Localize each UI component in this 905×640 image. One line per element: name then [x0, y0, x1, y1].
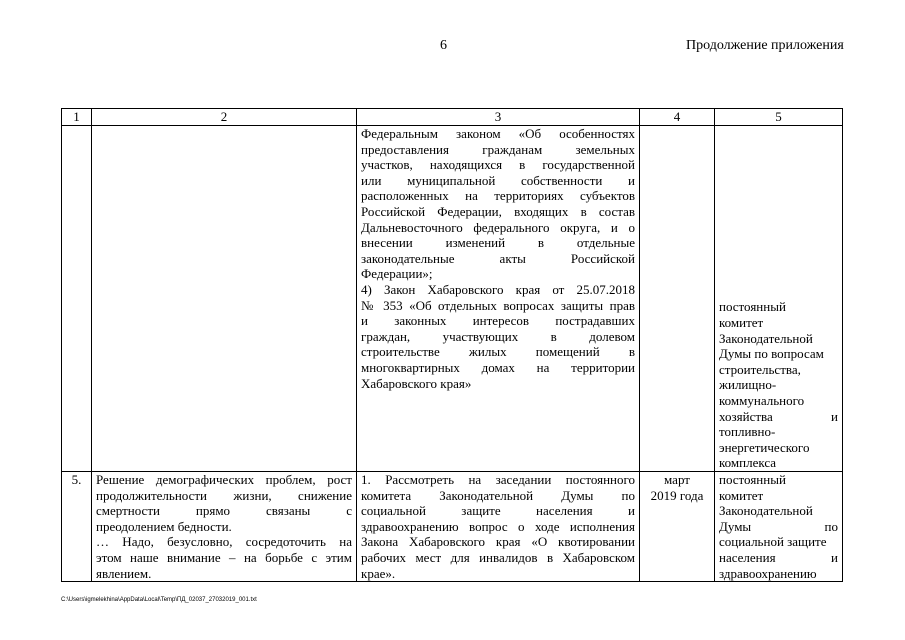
text-line: многоквартирных домах на территории — [361, 359, 635, 375]
text-line: 1. Рассмотреть на заседании постоянного — [361, 472, 635, 487]
text-line: Закона Хабаровского края «О квотировании — [361, 534, 635, 550]
text-line: энергетического — [719, 439, 810, 455]
text-line: социальной защите — [719, 534, 827, 550]
measures-cell — [357, 126, 640, 472]
text-line: явлением. — [96, 565, 152, 581]
text-line: постоянный — [719, 299, 786, 315]
file-path-footer: C:\Users\igmelekhina\AppData\Local\Temp\ПД_02037_27032019_001.txt — [61, 597, 257, 603]
responsible-cell — [715, 126, 843, 472]
text-line: строительстве жилых помещений в — [361, 344, 635, 360]
text-line: внесении изменений в отдельные — [361, 235, 635, 251]
measures-cell — [357, 472, 640, 582]
text-line: постоянный — [719, 472, 786, 487]
text-line: хозяйства и — [719, 408, 838, 424]
text-line: законодательные акты Российской — [361, 250, 635, 266]
column-header: 4 — [640, 109, 715, 126]
text-line: жилищно- — [719, 377, 777, 393]
text-line: и законных интересов пострадавших — [361, 313, 635, 329]
text-line: смертности прямо связаны с — [96, 503, 352, 519]
appendix-table — [61, 108, 843, 582]
text-line: Решение демографических проблем, рост — [96, 472, 352, 487]
text-line: здравоохранению — [719, 565, 817, 581]
text-line: 4) Закон Хабаровского края от 25.07.2018 — [361, 281, 635, 297]
column-header: 2 — [92, 109, 357, 126]
text-line: Российской Федерации, входящих в состав — [361, 203, 635, 219]
text-line: населения и — [719, 549, 838, 565]
table-row — [62, 126, 843, 472]
row-number-cell: 5. — [62, 472, 92, 582]
text-line: Законодательной — [719, 330, 813, 346]
text-line: № 353 «Об отдельных вопросах защиты прав — [361, 297, 635, 313]
text-line: социальной защите населения и — [361, 503, 635, 519]
text-line: комитета Законодательной Думы по — [361, 487, 635, 503]
table-row — [62, 472, 843, 582]
text-line: Дальневосточного федерального округа, и о — [361, 219, 635, 235]
page-number: 6 — [440, 38, 447, 53]
text-line: Хабаровского края» — [361, 375, 472, 391]
text-line: продолжительности жизни, снижение — [96, 487, 352, 503]
deadline-cell — [640, 472, 715, 582]
text-line: этом наше внимание – на борьбе с этим — [96, 549, 352, 565]
text-line: рабочих мест для инвалидов в Хабаровском — [361, 549, 635, 565]
deadline-cell — [640, 126, 715, 472]
responsible-cell — [715, 472, 843, 582]
continuation-label: Продолжение приложения — [686, 38, 844, 53]
text-line: март — [664, 472, 690, 487]
text-line: здравоохранению вопрос о ходе исполнения — [361, 518, 635, 534]
row-number-cell — [62, 126, 92, 472]
column-header: 3 — [357, 109, 640, 126]
text-line: комплекса — [719, 455, 777, 471]
text-line: расположенных на территориях субъектов — [361, 188, 635, 204]
text-line: крае». — [361, 565, 396, 581]
text-line: или муниципальной собственности и — [361, 172, 635, 188]
text-line: участков, находящихся в государственной — [361, 157, 635, 173]
text-line: Федеральным законом «Об особенностях — [361, 126, 635, 141]
text-line: топливно- — [719, 424, 776, 440]
text-line: строительства, — [719, 361, 801, 377]
text-line: Федерации»; — [361, 266, 433, 282]
text-line: 2019 года — [650, 487, 704, 503]
issue-cell — [92, 126, 357, 472]
text-line: Законодательной — [719, 503, 813, 519]
text-line: Думы по — [719, 518, 838, 534]
table-header-row — [62, 109, 843, 126]
text-line: комитет — [719, 487, 764, 503]
text-line: коммунального — [719, 393, 805, 409]
column-header: 1 — [62, 109, 92, 126]
text-line: граждан, участвующих в долевом — [361, 328, 635, 344]
issue-cell — [92, 472, 357, 582]
text-line: предоставления гражданам земельных — [361, 141, 635, 157]
column-header: 5 — [715, 109, 843, 126]
text-line: Думы по вопросам — [719, 346, 824, 362]
text-line: комитет — [719, 315, 764, 331]
text-line: … Надо, безусловно, сосредоточить на — [96, 534, 352, 550]
text-line: преодолением бедности. — [96, 518, 232, 534]
